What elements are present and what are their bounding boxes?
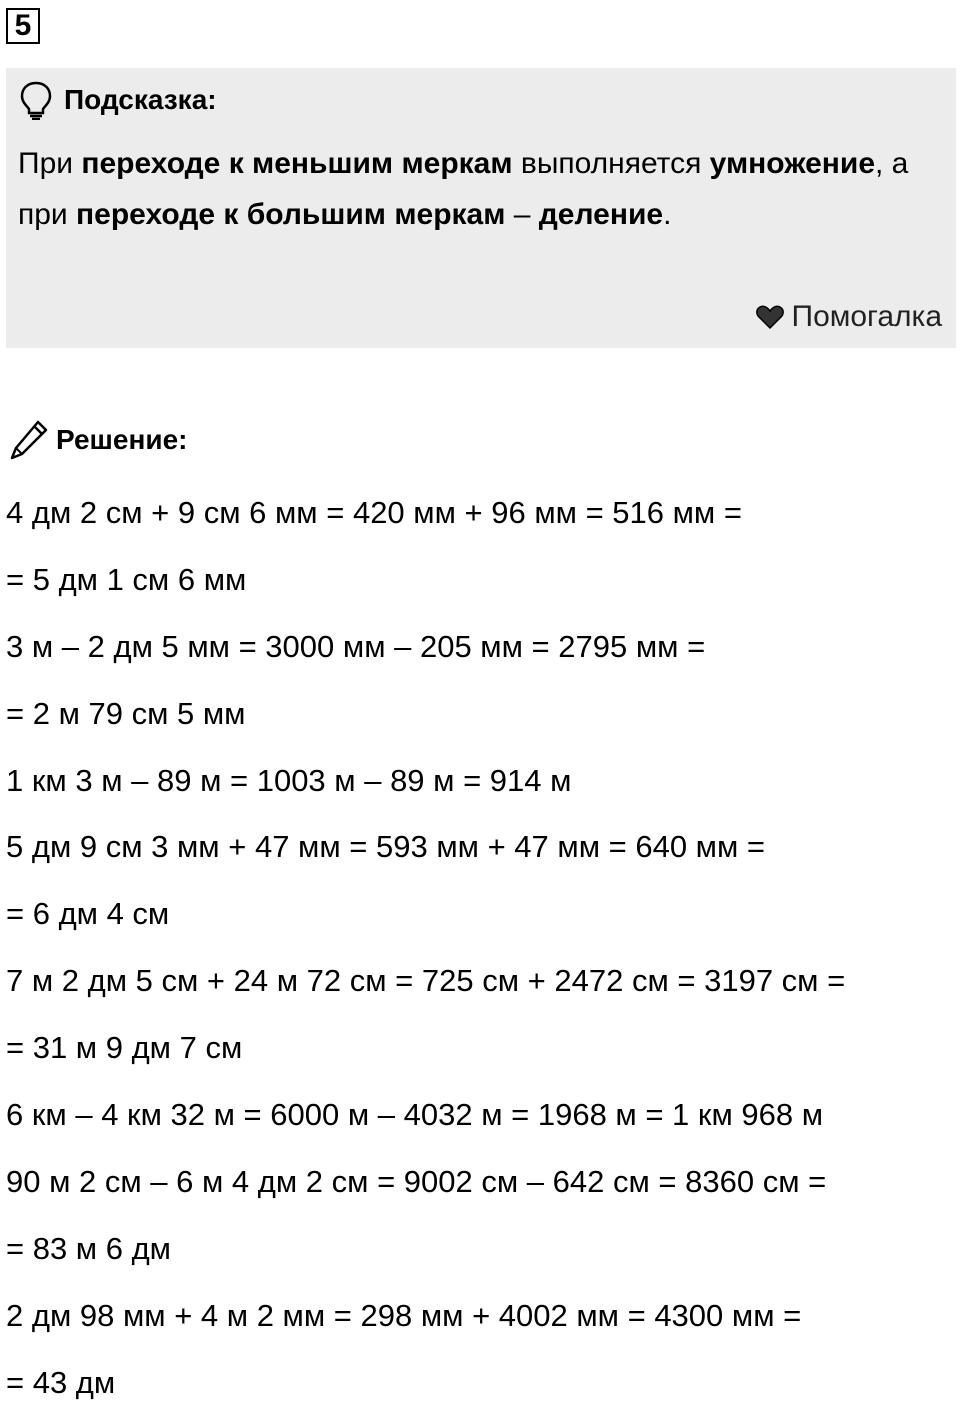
solution-lines xyxy=(6,480,946,1416)
hint-text-part: При xyxy=(18,147,82,180)
hint-heading xyxy=(18,80,217,120)
hint-text xyxy=(18,138,918,240)
solution-line: 7 м 2 дм 5 см + 24 м 72 см = 725 см + 2472 см = 3197 см = xyxy=(6,963,846,999)
solution-title: Решение: xyxy=(56,424,188,455)
hint-text-bold: переходе к большим меркам xyxy=(76,198,506,231)
hint-text-part: , а при xyxy=(18,147,909,231)
solution-line: = 6 дм 4 см xyxy=(6,896,170,932)
solution-line: = 83 м 6 дм xyxy=(6,1230,171,1266)
hint-text-part: – xyxy=(505,198,539,231)
solution-line: 2 дм 98 мм + 4 м 2 мм = 298 мм + 4002 мм = 4300 мм = xyxy=(6,1297,802,1333)
solution-line: = 5 дм 1 см 6 мм xyxy=(6,561,247,597)
hint-text-bold: переходе к меньшим меркам xyxy=(81,147,513,180)
solution-line: 90 м 2 см – 6 м 4 дм 2 см = 9002 см – 642 см = 8360 см = xyxy=(6,1163,827,1199)
hint-text-part: выполняется xyxy=(512,147,710,180)
solution-line: 4 дм 2 см + 9 см 6 мм = 420 мм + 96 мм = 516 мм = xyxy=(6,495,742,530)
hint-text-bold: умножение xyxy=(709,147,876,180)
solution-line: = 43 дм xyxy=(6,1364,116,1400)
lightbulb-icon xyxy=(18,80,54,120)
solution-line: = 31 м 9 дм 7 см xyxy=(6,1030,243,1066)
solution-line: 6 км – 4 км 32 м = 6000 м – 4032 м = 1968 м = 1 км 968 м xyxy=(6,1097,824,1133)
solution-line: 1 км 3 м – 89 м = 1003 м – 89 м = 914 м xyxy=(6,762,572,798)
hint-title: Подсказка: xyxy=(64,84,217,115)
brand-name: Помогалка xyxy=(791,300,942,333)
hint-text-part: . xyxy=(663,198,672,231)
solution-heading xyxy=(8,418,187,462)
solution-line: 5 дм 9 см 3 мм + 47 мм = 593 мм + 47 мм = 640 мм = xyxy=(6,829,766,865)
hint-text-bold: деление xyxy=(538,198,664,231)
solution-line: = 2 м 79 см 5 мм xyxy=(6,695,246,731)
brand-label xyxy=(756,300,943,334)
heart-icon xyxy=(756,304,784,330)
task-number: 5 xyxy=(6,8,40,44)
pencil-icon xyxy=(8,418,50,462)
solution-line: 3 м – 2 дм 5 мм = 3000 мм – 205 мм = 2795 мм = xyxy=(6,628,706,664)
hint-box xyxy=(6,68,956,348)
